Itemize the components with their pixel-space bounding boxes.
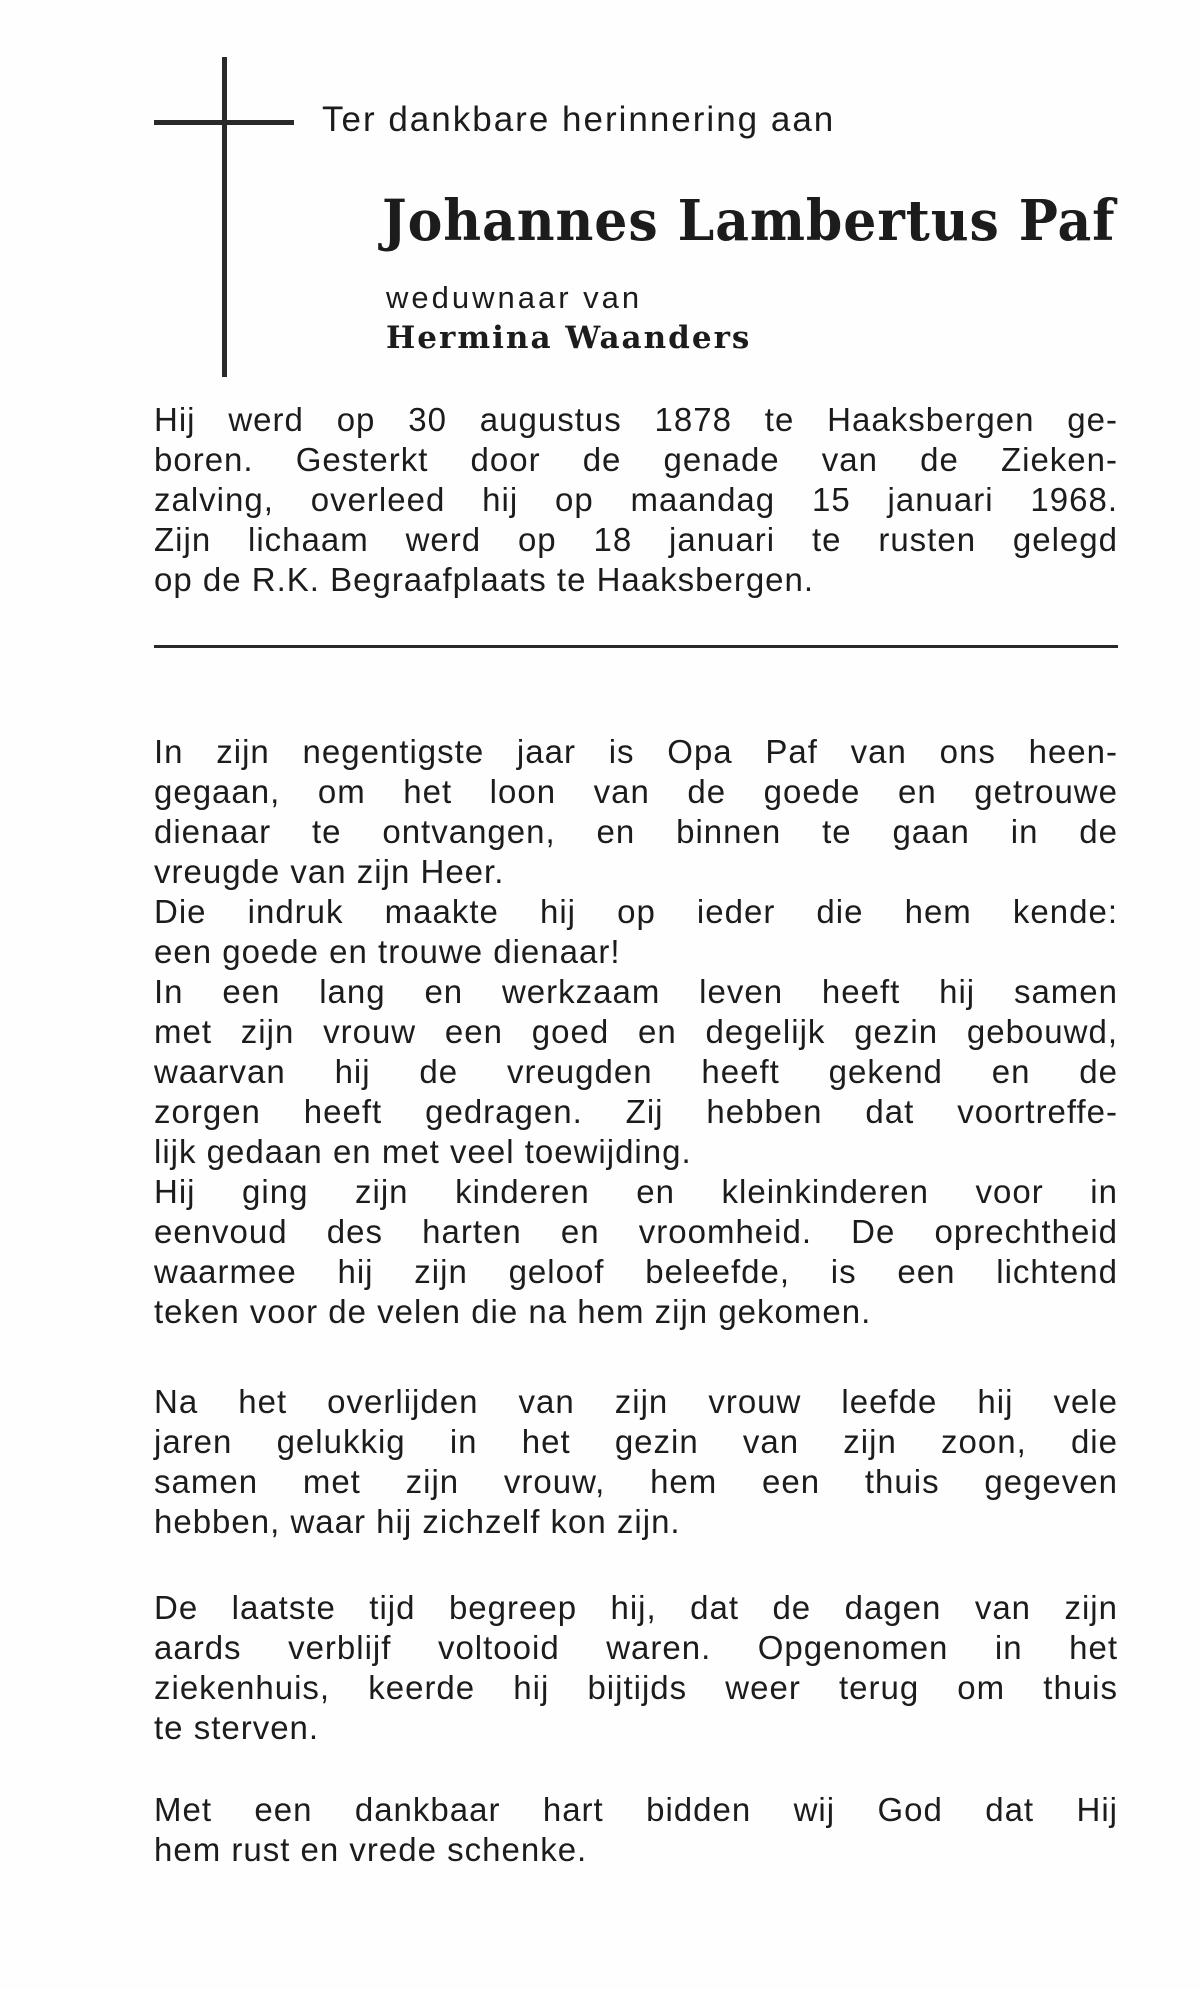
divider — [154, 645, 1118, 648]
text-line: met zijn vrouw een goed en degelijk gezin gebouwd, — [154, 1013, 1118, 1050]
widower-label: weduwnaar van — [386, 280, 643, 315]
text-line: ziekenhuis, keerde hij bijtijds weer terug om thuis — [154, 1669, 1118, 1706]
text-line: een goede en trouwe dienaar! — [154, 933, 621, 970]
text-line: Na het overlijden van zijn vrouw leefde hij vele — [154, 1383, 1118, 1420]
text-line: hebben, waar hij zichzelf kon zijn. — [154, 1503, 681, 1540]
text-line: teken voor de velen die na hem zijn gekomen. — [154, 1293, 872, 1330]
text-line: lijk gedaan en met veel toewijding. — [154, 1133, 692, 1170]
text-line: waarvan hij de vreugden heeft gekend en de — [154, 1053, 1118, 1090]
text-line: aards verblijf voltooid waren. Opgenomen in het — [154, 1629, 1118, 1666]
text-line: waarmee hij zijn geloof beleefde, is een lichtend — [154, 1253, 1118, 1290]
family-paragraph — [154, 1382, 1118, 1542]
text-line: Hij ging zijn kinderen en kleinkinderen voor in — [154, 1173, 1118, 1210]
prayer-paragraph — [154, 1790, 1118, 1870]
text-line: De laatste tijd begreep hij, dat de dagen van zijn — [154, 1589, 1118, 1626]
deceased-name: Johannes Lambertus Paf — [382, 188, 1116, 254]
text-line: gegaan, om het loon van de goede en getrouwe — [154, 773, 1118, 810]
text-line: In een lang en werkzaam leven heeft hij samen — [154, 973, 1118, 1010]
text-line: jaren gelukkig in het gezin van zijn zoon, die — [154, 1423, 1118, 1460]
spouse-name: Hermina Waanders — [386, 320, 752, 356]
text-line: vreugde van zijn Heer. — [154, 853, 505, 890]
cross-icon-bar — [154, 120, 294, 125]
text-line: zorgen heeft gedragen. Zij hebben dat voortreffe- — [154, 1093, 1118, 1130]
text-line: te sterven. — [154, 1709, 320, 1746]
text-line: In zijn negentigste jaar is Opa Paf van ons heen- — [154, 733, 1118, 770]
text-line: Die indruk maakte hij op ieder die hem kende: — [154, 893, 1118, 930]
text-line: dienaar te ontvangen, en binnen te gaan in de — [154, 813, 1118, 850]
text-line: eenvoud des harten en vroomheid. De oprechtheid — [154, 1213, 1118, 1250]
tribute-paragraph — [154, 732, 1118, 1332]
text-line: Zijn lichaam werd op 18 januari te rusten gelegd — [154, 521, 1118, 558]
text-line: Hij werd op 30 augustus 1878 te Haaksbergen ge- — [154, 401, 1118, 438]
intro-text: Ter dankbare herinnering aan — [322, 100, 836, 139]
bio-paragraph — [154, 400, 1118, 600]
text-line: op de R.K. Begraafplaats te Haaksbergen. — [154, 561, 815, 598]
cross-icon — [222, 57, 227, 377]
text-line: samen met zijn vrouw, hem een thuis gegeven — [154, 1463, 1118, 1500]
final-days-paragraph — [154, 1588, 1118, 1748]
text-line: boren. Gesterkt door de genade van de Zieken- — [154, 441, 1118, 478]
text-line: zalving, overleed hij op maandag 15 januari 1968. — [154, 481, 1118, 518]
text-line: hem rust en vrede schenke. — [154, 1831, 588, 1868]
text-line: Met een dankbaar hart bidden wij God dat Hij — [154, 1791, 1118, 1828]
